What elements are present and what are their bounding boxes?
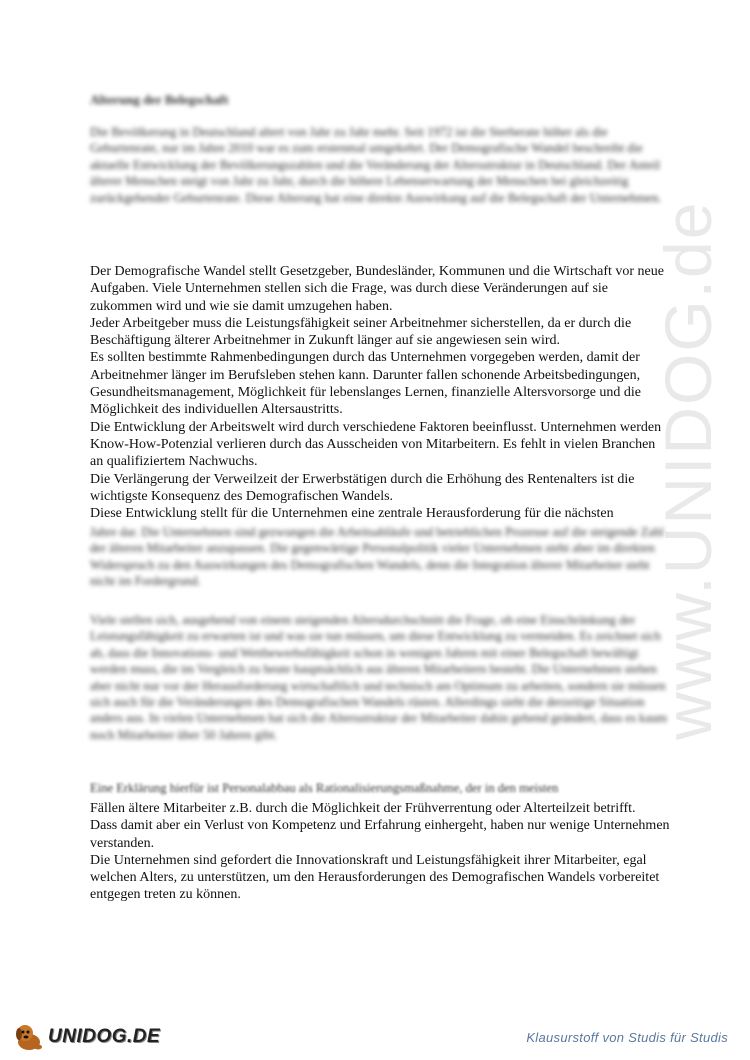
clear-final-section	[90, 800, 670, 904]
dog-icon	[12, 1022, 46, 1052]
blurred-edge-line: Eine Erklärung hierfür ist Personalabbau als Rationalisierungsmaßnahme, der in den meisten	[90, 781, 559, 795]
paragraph: Die Verlängerung der Verweilzeit der Erwerbstätigen durch die Erhöhung des Rentenalters ist die wichtigste Konsequenz des Demografischen Wandels.	[90, 471, 635, 504]
paragraph: Der Demografische Wandel stellt Gesetzgeber, Bundesländer, Kommunen und die Wirtschaft vor neue Aufgaben. Viele Unternehmen stellen sich die Frage, was durch diese Veränderungen auf sie zukommen wird und wie sie damit umzugehen haben.	[90, 264, 664, 314]
document-title: Alterung der Belegschaft	[90, 92, 229, 107]
blurred-intro-paragraph: Die Bevölkerung in Deutschland altert von Jahr zu Jahr mehr. Seit 1972 ist die Sterberate höher als die Geburtenrate, nur im Jahre 2010 war es zum erstenmal umgekehrt. Der Demografische Wandel beschreibt die aktuelle Entwicklung der Bevölkerungszahlen und die Veränderung der Altersstruktur in Deutschland. Der Anteil älterer Menschen steigt von Jahr zu Jahr, durch die höhere Lebenserwartung der Menschen bei gleichzeitig zurückgehender Geburtenrate. Diese Alterung hat eine direkte Auswirkung auf die Belegschaft der Unternehmen.	[90, 125, 662, 205]
clear-text-section	[90, 263, 670, 522]
footer-slogan: Klausurstoff von Studis für Studis	[526, 1030, 728, 1045]
logo-text: UNIDOG.DE	[48, 1026, 161, 1047]
paragraph: Die Unternehmen sind gefordert die Innovationskraft und Leistungsfähigkeit ihrer Mitarbeiter, egal welchen Alters, zu unterstützen, um den Herausforderungen des Demografischen Wandels vorbereitet entgegen treten zu können.	[90, 852, 660, 903]
paragraph: Die Entwicklung der Arbeitswelt wird durch verschiedene Faktoren beeinflusst. Unternehmen werden Know-How-Potenzial verlieren durch das Ausscheiden von Mitarbeitern. Es fehlt in vielen Branchen an qualifiziertem Nachwuchs.	[90, 419, 662, 470]
paragraph: Dass damit aber ein Verlust von Kompetenz und Erfahrung einhergeht, haben nur wenige Unternehmen verstanden.	[90, 818, 670, 851]
blurred-second-paragraph: Viele stellen sich, ausgehend von einem steigenden Altersdurchschnitt die Frage, ob eine Einschränkung der Leistungsfähigkeit zu erwarten ist und was sie tun müssen, um diese Entwicklung zu vermeiden. Es zeichnet sich ab, dass die Innovations- und Wettbewerbsfähigkeit schon in wenigen Jahren mit einer Belegschaft bewältigt werden muss, die im Vergleich zu heute hauptsächlich aus älteren Mitarbeitern besteht. Die Unternehmen stehen aber nicht nur vor der Herausforderung wirtschaftlich und technisch am Optimum zu arbeiten, sondern sie müssen sich auch für die Veränderungen des Demografischen Wandels rüsten. Allerdings sieht die derzeitige Situation anders aus. In vielen Unternehmen hat sich die Altersstruktur der Mitarbeiter dahin gehend geändert, dass es kaum noch Mitarbeiter über 50 Jahren gibt.	[90, 613, 668, 742]
unidog-logo[interactable]	[12, 1022, 160, 1052]
watermark: www.UNIDOG.de	[651, 200, 725, 740]
blurred-middle-paragraph: Jahre dar. Die Unternehmen sind gezwungen die Arbeitsabläufe und betrieblichen Prozesse auf die steigende Zahl der älteren Mitarbeiter anzupassen. Die gegenwärtige Personalpolitik vieler Unternehmen steht aber im direkten Widerspruch zu den Auswirkungen des Demografischen Wandels, denn die Integration älterer Mitarbeiter steht nicht im Fordergrund.	[90, 525, 664, 589]
paragraph: Diese Entwicklung stellt für die Unternehmen eine zentrale Herausforderung für die nächsten	[90, 506, 614, 522]
paragraph: Es sollten bestimmte Rahmenbedingungen durch das Unternehmen vorgegeben werden, damit der Arbeitnehmer länger im Berufsleben stehen kann. Darunter fallen schonende Arbeitsbedingungen, Gesundheitsmanagement, Möglichkeit für lebenslanges Lernen, finanzielle Altersvorsorge und die Möglichkeit des individuellen Altersaustritts.	[90, 350, 642, 418]
paragraph: Jeder Arbeitgeber muss die Leistungsfähigkeit seiner Arbeitnehmer sicherstellen, da er durch die Beschäftigung älterer Arbeitnehmer in Zukunft länger auf sie angewiesen sein wird.	[90, 315, 632, 349]
paragraph: Fällen ältere Mitarbeiter z.B. durch die Möglichkeit der Frühverrentung oder Alterteilzeit betrifft.	[90, 801, 636, 816]
